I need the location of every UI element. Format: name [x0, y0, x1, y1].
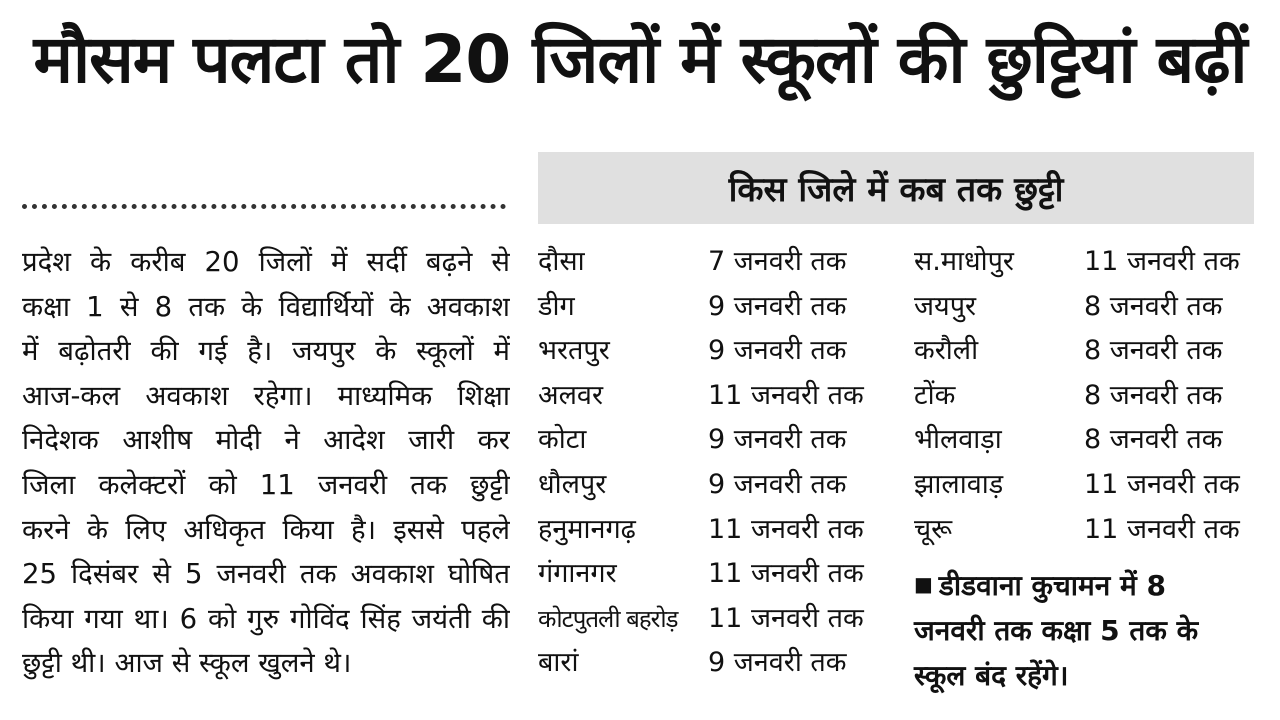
article-line: प्रदेश के करीब 20 जिलों में सर्दी बढ़ने से: [22, 246, 510, 278]
district-row: [914, 463, 1254, 508]
district-name: धौलपुर: [538, 468, 607, 500]
note-block: [914, 562, 1234, 698]
district-name: अलवर: [538, 379, 603, 411]
holiday-until: 9 जनवरी तक: [708, 424, 847, 456]
district-row: [914, 508, 1254, 553]
district-row: [538, 597, 878, 642]
square-bullet-icon: ■: [914, 572, 933, 596]
district-row: [914, 329, 1254, 374]
article-body: [22, 240, 510, 686]
holiday-until: 7 जनवरी तक: [708, 246, 847, 277]
district-name: बारां: [538, 647, 579, 679]
district-name: दौसा: [538, 246, 585, 277]
holiday-until: 11 जनवरी तक: [708, 602, 864, 634]
district-name: कोटपुतली बहरोड़: [538, 604, 678, 633]
article-line: जिला कलेक्टरों को 11 जनवरी तक छुट्टी: [22, 468, 510, 501]
district-name: करौली: [914, 335, 979, 367]
article-line: 25 दिसंबर से 5 जनवरी तक अवकाश घोषित: [22, 558, 510, 591]
district-row: [914, 418, 1254, 463]
table-title: किस जिले में कब तक छुट्टी: [538, 152, 1254, 224]
article-line: किया गया था। 6 को गुरु गोविंद सिंह जयंती की: [22, 602, 510, 635]
holiday-until: 11 जनवरी तक: [708, 379, 864, 411]
district-row: [914, 240, 1254, 285]
district-name: भरतपुर: [538, 335, 610, 367]
district-row: [538, 641, 878, 686]
article-line: में बढ़ोतरी की गई है। जयपुर के स्कूलों में: [22, 335, 510, 368]
headline: मौसम पलटा तो 20 जिलों में स्कूलों की छुट्टियां बढ़ीं: [33, 21, 1247, 98]
holiday-until: 9 जनवरी तक: [708, 647, 847, 679]
holiday-until: 11 जनवरी तक: [708, 513, 864, 545]
district-row: [538, 508, 878, 553]
article-line: निदेशक आशीष मोदी ने आदेश जारी कर: [22, 424, 510, 457]
district-list-left: [538, 240, 878, 686]
district-row: [538, 240, 878, 285]
holiday-until: 9 जनवरी तक: [708, 290, 847, 322]
district-name: हनुमानगढ़: [538, 513, 636, 545]
district-row: [914, 374, 1254, 419]
district-name: गंगानगर: [538, 558, 617, 590]
district-list-right: [914, 240, 1254, 552]
district-row: [538, 329, 878, 374]
dotted-divider: [22, 204, 506, 209]
holiday-until: 8 जनवरी तक: [1084, 335, 1223, 367]
district-row: [538, 418, 878, 463]
holiday-until: 9 जनवरी तक: [708, 468, 847, 500]
district-name: कोटा: [538, 424, 587, 456]
district-row: [538, 374, 878, 419]
district-name: टोंक: [914, 379, 956, 411]
article-line: करने के लिए अधिकृत किया है। इससे पहले: [22, 513, 510, 546]
holiday-until: 8 जनवरी तक: [1084, 290, 1223, 322]
holiday-until: 9 जनवरी तक: [708, 335, 847, 367]
district-row: [914, 285, 1254, 330]
holiday-until: 11 जनवरी तक: [1084, 468, 1240, 500]
district-row: [538, 285, 878, 330]
holiday-until: 11 जनवरी तक: [708, 558, 864, 590]
district-row: [538, 552, 878, 597]
district-name: स.माधोपुर: [914, 246, 1014, 277]
article-line: कक्षा 1 से 8 तक के विद्यार्थियों के अवकाश: [22, 290, 510, 323]
note-text: डीडवाना कुचामन में 8 जनवरी तक कक्षा 5 तक के स्कूल बंद रहेंगे।: [914, 569, 1199, 692]
district-name: झालावाड़: [914, 468, 1004, 500]
article-line: आज-कल अवकाश रहेगा। माध्यमिक शिक्षा: [22, 379, 510, 412]
district-name: चूरू: [914, 513, 953, 545]
district-name: भीलवाड़ा: [914, 424, 1002, 456]
holiday-until: 11 जनवरी तक: [1084, 513, 1240, 545]
article-line: छुट्टी थी। आज से स्कूल खुलने थे।: [22, 647, 352, 680]
district-name: डीग: [538, 290, 575, 322]
district-name: जयपुर: [914, 290, 977, 322]
holiday-until: 8 जनवरी तक: [1084, 379, 1223, 411]
district-row: [538, 463, 878, 508]
holiday-until: 8 जनवरी तक: [1084, 424, 1223, 456]
holiday-until: 11 जनवरी तक: [1084, 246, 1240, 277]
